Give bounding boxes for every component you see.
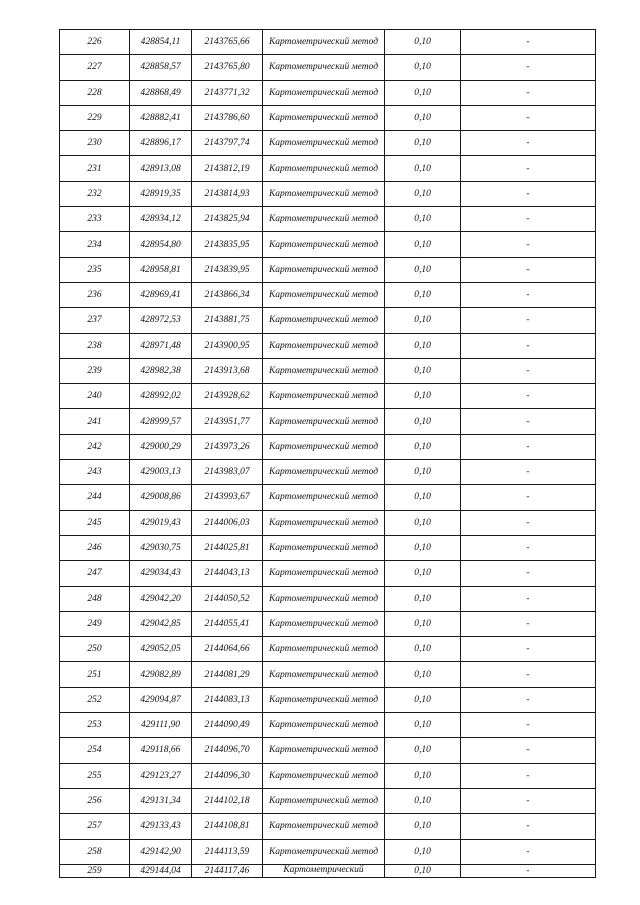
point-number-cell: 234 xyxy=(60,232,130,257)
y-coordinate-cell: 2144055,41 xyxy=(192,611,263,636)
method-cell: Картометрический метод xyxy=(263,434,385,459)
table-row xyxy=(60,358,596,383)
accuracy-cell: 0,10 xyxy=(385,80,461,105)
accuracy-cell: 0,10 xyxy=(385,510,461,535)
x-coordinate-cell: 429082,89 xyxy=(130,662,192,687)
table-row xyxy=(60,131,596,156)
x-coordinate-cell: 428999,57 xyxy=(130,409,192,434)
y-coordinate-cell: 2143983,07 xyxy=(192,460,263,485)
accuracy-cell: 0,10 xyxy=(385,586,461,611)
accuracy-cell: 0,10 xyxy=(385,181,461,206)
y-coordinate-cell: 2144083,13 xyxy=(192,687,263,712)
point-number-cell: 250 xyxy=(60,637,130,662)
point-number-cell: 248 xyxy=(60,586,130,611)
point-number-cell: 231 xyxy=(60,156,130,181)
y-coordinate-cell: 2143900,95 xyxy=(192,333,263,358)
accuracy-cell: 0,10 xyxy=(385,434,461,459)
method-cell: Картометрический метод xyxy=(263,333,385,358)
point-number-cell: 237 xyxy=(60,308,130,333)
note-cell: - xyxy=(461,535,596,560)
accuracy-cell: 0,10 xyxy=(385,308,461,333)
x-coordinate-cell: 428982,38 xyxy=(130,358,192,383)
accuracy-cell: 0,10 xyxy=(385,257,461,282)
table-row xyxy=(60,257,596,282)
y-coordinate-cell: 2144108,81 xyxy=(192,814,263,839)
method-cell: Картометрический метод xyxy=(263,181,385,206)
note-cell: - xyxy=(461,358,596,383)
accuracy-cell: 0,10 xyxy=(385,662,461,687)
y-coordinate-cell: 2143835,95 xyxy=(192,232,263,257)
point-number-cell: 251 xyxy=(60,662,130,687)
method-cell: Картометрический метод xyxy=(263,738,385,763)
note-cell: - xyxy=(461,788,596,813)
y-coordinate-cell: 2144090,49 xyxy=(192,713,263,738)
x-coordinate-cell: 428913,08 xyxy=(130,156,192,181)
x-coordinate-cell: 428992,02 xyxy=(130,384,192,409)
x-coordinate-cell: 429142,90 xyxy=(130,839,192,864)
table-row xyxy=(60,434,596,459)
method-cell: Картометрический метод xyxy=(263,763,385,788)
x-coordinate-cell: 429008,86 xyxy=(130,485,192,510)
note-cell: - xyxy=(461,207,596,232)
method-cell: Картометрический метод xyxy=(263,510,385,535)
note-cell: - xyxy=(461,839,596,864)
accuracy-cell: 0,10 xyxy=(385,611,461,636)
note-cell: - xyxy=(461,257,596,282)
accuracy-cell: 0,10 xyxy=(385,105,461,130)
y-coordinate-cell: 2143839,95 xyxy=(192,257,263,282)
x-coordinate-cell: 428882,41 xyxy=(130,105,192,130)
accuracy-cell: 0,10 xyxy=(385,232,461,257)
x-coordinate-cell: 429034,43 xyxy=(130,561,192,586)
note-cell: - xyxy=(461,561,596,586)
table-row xyxy=(60,713,596,738)
note-cell: - xyxy=(461,637,596,662)
point-number-cell: 253 xyxy=(60,713,130,738)
point-number-cell: 236 xyxy=(60,282,130,307)
accuracy-cell: 0,10 xyxy=(385,738,461,763)
accuracy-cell: 0,10 xyxy=(385,485,461,510)
accuracy-cell: 0,10 xyxy=(385,788,461,813)
table-row xyxy=(60,535,596,560)
y-coordinate-cell: 2143993,67 xyxy=(192,485,263,510)
x-coordinate-cell: 428971,48 xyxy=(130,333,192,358)
note-cell: - xyxy=(461,713,596,738)
x-coordinate-cell: 428972,53 xyxy=(130,308,192,333)
point-number-cell: 229 xyxy=(60,105,130,130)
accuracy-cell: 0,10 xyxy=(385,409,461,434)
x-coordinate-cell: 429123,27 xyxy=(130,763,192,788)
point-number-cell: 249 xyxy=(60,611,130,636)
point-number-cell: 242 xyxy=(60,434,130,459)
x-coordinate-cell: 429042,20 xyxy=(130,586,192,611)
note-cell: - xyxy=(461,55,596,80)
y-coordinate-cell: 2144117,46 xyxy=(192,864,263,877)
point-number-cell: 228 xyxy=(60,80,130,105)
table-row xyxy=(60,105,596,130)
point-number-cell: 244 xyxy=(60,485,130,510)
point-number-cell: 240 xyxy=(60,384,130,409)
note-cell: - xyxy=(461,333,596,358)
table-row xyxy=(60,586,596,611)
table-row xyxy=(60,232,596,257)
accuracy-cell: 0,10 xyxy=(385,535,461,560)
y-coordinate-cell: 2143765,80 xyxy=(192,55,263,80)
table-row xyxy=(60,55,596,80)
x-coordinate-cell: 428896,17 xyxy=(130,131,192,156)
y-coordinate-cell: 2144025,81 xyxy=(192,535,263,560)
x-coordinate-cell: 429000,29 xyxy=(130,434,192,459)
y-coordinate-cell: 2143797,74 xyxy=(192,131,263,156)
method-cell: Картометрический метод xyxy=(263,662,385,687)
table-row xyxy=(60,308,596,333)
method-cell: Картометрический метод xyxy=(263,611,385,636)
accuracy-cell: 0,10 xyxy=(385,713,461,738)
x-coordinate-cell: 428934,12 xyxy=(130,207,192,232)
y-coordinate-cell: 2144064,66 xyxy=(192,637,263,662)
point-number-cell: 239 xyxy=(60,358,130,383)
point-number-cell: 254 xyxy=(60,738,130,763)
table-row xyxy=(60,738,596,763)
table-row xyxy=(60,80,596,105)
method-cell: Картометрический метод xyxy=(263,535,385,560)
x-coordinate-cell: 428854,11 xyxy=(130,30,192,55)
method-cell: Картометрический метод xyxy=(263,30,385,55)
note-cell: - xyxy=(461,662,596,687)
method-cell: Картометрический метод xyxy=(263,561,385,586)
point-number-cell: 256 xyxy=(60,788,130,813)
note-cell: - xyxy=(461,384,596,409)
x-coordinate-cell: 428958,81 xyxy=(130,257,192,282)
table-row xyxy=(60,460,596,485)
table-row xyxy=(60,333,596,358)
method-cell: Картометрический метод xyxy=(263,839,385,864)
method-cell: Картометрический метод xyxy=(263,409,385,434)
accuracy-cell: 0,10 xyxy=(385,30,461,55)
table-row xyxy=(60,814,596,839)
y-coordinate-cell: 2144006,03 xyxy=(192,510,263,535)
table-row xyxy=(60,687,596,712)
note-cell: - xyxy=(461,485,596,510)
x-coordinate-cell: 428858,57 xyxy=(130,55,192,80)
table-row xyxy=(60,282,596,307)
method-cell: Картометрический метод xyxy=(263,460,385,485)
table-row xyxy=(60,384,596,409)
table-body xyxy=(60,30,596,878)
method-cell: Картометрический метод xyxy=(263,131,385,156)
note-cell: - xyxy=(461,30,596,55)
method-cell: Картометрический метод xyxy=(263,80,385,105)
note-cell: - xyxy=(461,434,596,459)
accuracy-cell: 0,10 xyxy=(385,282,461,307)
table-row xyxy=(60,864,596,877)
table-row xyxy=(60,788,596,813)
table-row xyxy=(60,409,596,434)
method-cell: Картометрический xyxy=(263,864,385,877)
y-coordinate-cell: 2144050,52 xyxy=(192,586,263,611)
x-coordinate-cell: 429111,90 xyxy=(130,713,192,738)
accuracy-cell: 0,10 xyxy=(385,460,461,485)
y-coordinate-cell: 2143866,34 xyxy=(192,282,263,307)
method-cell: Картометрический метод xyxy=(263,788,385,813)
method-cell: Картометрический метод xyxy=(263,55,385,80)
x-coordinate-cell: 428868,49 xyxy=(130,80,192,105)
method-cell: Картометрический метод xyxy=(263,207,385,232)
point-number-cell: 246 xyxy=(60,535,130,560)
y-coordinate-cell: 2143913,68 xyxy=(192,358,263,383)
x-coordinate-cell: 429042,85 xyxy=(130,611,192,636)
table-row xyxy=(60,611,596,636)
note-cell: - xyxy=(461,232,596,257)
point-number-cell: 257 xyxy=(60,814,130,839)
y-coordinate-cell: 2144081,29 xyxy=(192,662,263,687)
method-cell: Картометрический метод xyxy=(263,156,385,181)
coordinates-table xyxy=(59,29,596,878)
point-number-cell: 232 xyxy=(60,181,130,206)
note-cell: - xyxy=(461,687,596,712)
note-cell: - xyxy=(461,282,596,307)
x-coordinate-cell: 429118,66 xyxy=(130,738,192,763)
accuracy-cell: 0,10 xyxy=(385,839,461,864)
accuracy-cell: 0,10 xyxy=(385,384,461,409)
accuracy-cell: 0,10 xyxy=(385,333,461,358)
point-number-cell: 241 xyxy=(60,409,130,434)
method-cell: Картометрический метод xyxy=(263,687,385,712)
x-coordinate-cell: 429052,05 xyxy=(130,637,192,662)
note-cell: - xyxy=(461,80,596,105)
point-number-cell: 255 xyxy=(60,763,130,788)
note-cell: - xyxy=(461,763,596,788)
method-cell: Картометрический метод xyxy=(263,257,385,282)
note-cell: - xyxy=(461,131,596,156)
y-coordinate-cell: 2143765,66 xyxy=(192,30,263,55)
y-coordinate-cell: 2143881,75 xyxy=(192,308,263,333)
point-number-cell: 233 xyxy=(60,207,130,232)
point-number-cell: 258 xyxy=(60,839,130,864)
table-row xyxy=(60,839,596,864)
y-coordinate-cell: 2144102,18 xyxy=(192,788,263,813)
accuracy-cell: 0,10 xyxy=(385,814,461,839)
y-coordinate-cell: 2144096,70 xyxy=(192,738,263,763)
x-coordinate-cell: 428919,35 xyxy=(130,181,192,206)
point-number-cell: 245 xyxy=(60,510,130,535)
x-coordinate-cell: 429133,43 xyxy=(130,814,192,839)
note-cell: - xyxy=(461,864,596,877)
method-cell: Картометрический метод xyxy=(263,485,385,510)
method-cell: Картометрический метод xyxy=(263,586,385,611)
y-coordinate-cell: 2143771,32 xyxy=(192,80,263,105)
point-number-cell: 230 xyxy=(60,131,130,156)
accuracy-cell: 0,10 xyxy=(385,207,461,232)
x-coordinate-cell: 429003,13 xyxy=(130,460,192,485)
method-cell: Картометрический метод xyxy=(263,637,385,662)
accuracy-cell: 0,10 xyxy=(385,864,461,877)
x-coordinate-cell: 429144,04 xyxy=(130,864,192,877)
table-row xyxy=(60,181,596,206)
accuracy-cell: 0,10 xyxy=(385,687,461,712)
method-cell: Картометрический метод xyxy=(263,308,385,333)
x-coordinate-cell: 429019,43 xyxy=(130,510,192,535)
point-number-cell: 252 xyxy=(60,687,130,712)
point-number-cell: 235 xyxy=(60,257,130,282)
note-cell: - xyxy=(461,156,596,181)
accuracy-cell: 0,10 xyxy=(385,637,461,662)
x-coordinate-cell: 428969,41 xyxy=(130,282,192,307)
y-coordinate-cell: 2143928,62 xyxy=(192,384,263,409)
y-coordinate-cell: 2143951,77 xyxy=(192,409,263,434)
table-row xyxy=(60,207,596,232)
x-coordinate-cell: 429094,87 xyxy=(130,687,192,712)
y-coordinate-cell: 2143786,60 xyxy=(192,105,263,130)
point-number-cell: 227 xyxy=(60,55,130,80)
note-cell: - xyxy=(461,460,596,485)
y-coordinate-cell: 2143814,93 xyxy=(192,181,263,206)
note-cell: - xyxy=(461,510,596,535)
x-coordinate-cell: 429030,75 xyxy=(130,535,192,560)
y-coordinate-cell: 2143973,26 xyxy=(192,434,263,459)
accuracy-cell: 0,10 xyxy=(385,561,461,586)
point-number-cell: 247 xyxy=(60,561,130,586)
method-cell: Картометрический метод xyxy=(263,105,385,130)
accuracy-cell: 0,10 xyxy=(385,156,461,181)
note-cell: - xyxy=(461,308,596,333)
note-cell: - xyxy=(461,105,596,130)
y-coordinate-cell: 2144043,13 xyxy=(192,561,263,586)
table-row xyxy=(60,561,596,586)
accuracy-cell: 0,10 xyxy=(385,358,461,383)
point-number-cell: 259 xyxy=(60,864,130,877)
y-coordinate-cell: 2143825,94 xyxy=(192,207,263,232)
table-row xyxy=(60,30,596,55)
x-coordinate-cell: 429131,34 xyxy=(130,788,192,813)
note-cell: - xyxy=(461,611,596,636)
method-cell: Картометрический метод xyxy=(263,232,385,257)
method-cell: Картометрический метод xyxy=(263,358,385,383)
accuracy-cell: 0,10 xyxy=(385,763,461,788)
note-cell: - xyxy=(461,586,596,611)
point-number-cell: 238 xyxy=(60,333,130,358)
y-coordinate-cell: 2144113,59 xyxy=(192,839,263,864)
method-cell: Картометрический метод xyxy=(263,282,385,307)
y-coordinate-cell: 2144096,30 xyxy=(192,763,263,788)
table-row xyxy=(60,662,596,687)
method-cell: Картометрический метод xyxy=(263,814,385,839)
table-row xyxy=(60,485,596,510)
method-cell: Картометрический метод xyxy=(263,713,385,738)
method-cell: Картометрический метод xyxy=(263,384,385,409)
note-cell: - xyxy=(461,181,596,206)
accuracy-cell: 0,10 xyxy=(385,55,461,80)
x-coordinate-cell: 428954,80 xyxy=(130,232,192,257)
table-row xyxy=(60,763,596,788)
point-number-cell: 243 xyxy=(60,460,130,485)
note-cell: - xyxy=(461,738,596,763)
table-row xyxy=(60,510,596,535)
table-row xyxy=(60,637,596,662)
note-cell: - xyxy=(461,409,596,434)
accuracy-cell: 0,10 xyxy=(385,131,461,156)
point-number-cell: 226 xyxy=(60,30,130,55)
note-cell: - xyxy=(461,814,596,839)
table-row xyxy=(60,156,596,181)
y-coordinate-cell: 2143812,19 xyxy=(192,156,263,181)
